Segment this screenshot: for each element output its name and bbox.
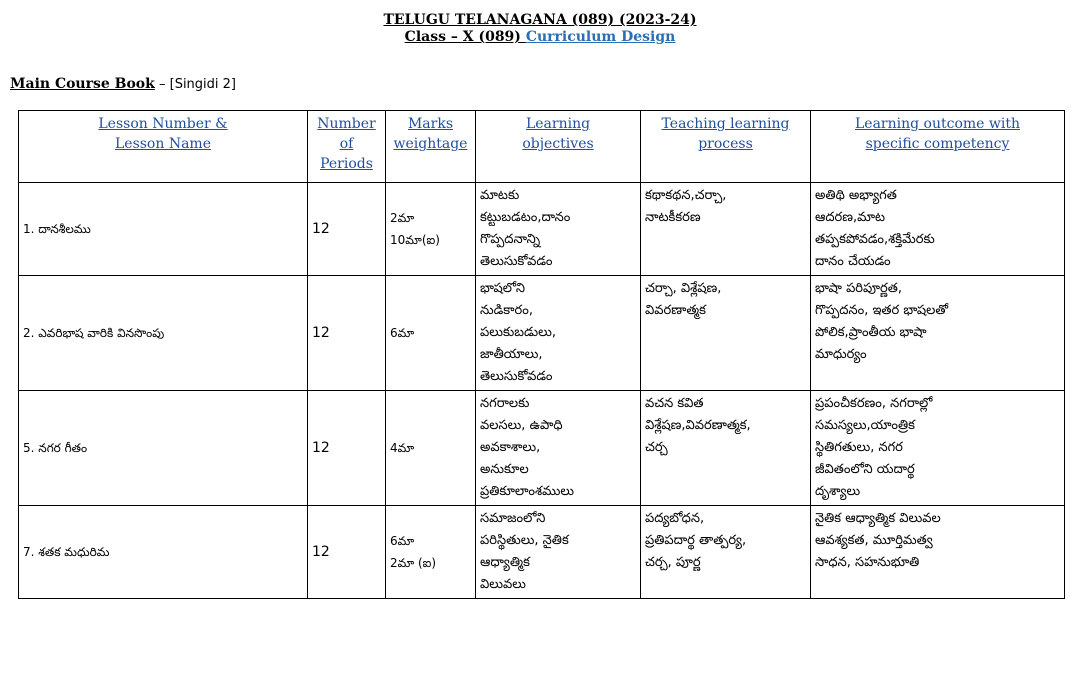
header-lesson-name: Lesson Number & Lesson Name (19, 111, 308, 183)
outcome-cell: నైతిక ఆధ్యాత్మిక విలువల ఆవశ్యకత, మూర్తిమత్వ సాధన, సహనుభూతి (811, 506, 1065, 599)
header-marks: Marks weightage (386, 111, 476, 183)
outcome-cell: భాషా పరిపూర్ణత, గొప్పదనం, ఇతర భాషలతో పోలిక,ప్రాంతీయ భాషా మాధుర్యం (811, 276, 1065, 391)
objectives-cell: సమాజంలోని పరిస్థితులు, నైతిక ఆధ్యాత్మిక విలువలు (476, 506, 641, 599)
lesson-name-cell: 1. దానశీలము (19, 183, 308, 276)
table-row (19, 276, 1065, 391)
table-row (19, 506, 1065, 599)
class-label: Class – X (089) (404, 29, 526, 45)
objectives-cell: భాషలోని నుడికారం, పలుకుబడులు, జాతీయాలు, తెలుసుకోవడం (476, 276, 641, 391)
marks-cell: 6మా (386, 276, 476, 391)
table-header (19, 111, 1065, 183)
process-cell: కథాకథన,చర్చా, నాటకీకరణ (641, 183, 811, 276)
table-row (19, 183, 1065, 276)
process-cell: చర్చా, విశ్లేషణ, వివరణాత్మక (641, 276, 811, 391)
lesson-name-cell: 2. ఎవరిభాష వారికి వినసొంపు (19, 276, 308, 391)
outcome-cell: ప్రపంచీకరణం, నగరాల్లో సమస్యలు,యాంత్రిక స్థితిగతులు, నగర జీవితంలోని యదార్థ దృశ్యాలు (811, 391, 1065, 506)
periods-cell: 12 (308, 276, 386, 391)
outcome-cell: అతిథి అభ్యాగత ఆదరణ,మాట తప్పకపోవడం,శక్తిమేరకు దానం చేయడం (811, 183, 1065, 276)
curriculum-table (18, 110, 1065, 599)
header-process: Teaching learning process (641, 111, 811, 183)
document-title (0, 12, 1080, 46)
course-book-label: Main Course Book (10, 76, 155, 92)
periods-cell: 12 (308, 183, 386, 276)
header-periods: Number of Periods (308, 111, 386, 183)
marks-cell: 6మా 2మా (ఐ) (386, 506, 476, 599)
lesson-name-cell: 5. నగర గీతం (19, 391, 308, 506)
marks-cell: 4మా (386, 391, 476, 506)
course-book-subtitle (10, 76, 236, 92)
header-outcome: Learning outcome with specific competency (811, 111, 1065, 183)
header-objectives: Learning objectives (476, 111, 641, 183)
marks-cell: 2మా 10మా(ఐ) (386, 183, 476, 276)
course-book-name: – [Singidi 2] (154, 77, 237, 92)
objectives-cell: మాటకు కట్టుబడటం,దానం గొప్పదనాన్ని తెలుసుకోవడం (476, 183, 641, 276)
table-row (19, 391, 1065, 506)
process-cell: వచన కవిత విశ్లేషణ,వివరణాత్మక, చర్చ (641, 391, 811, 506)
process-cell: పద్యబోధన, ప్రతిపదార్థ తాత్పర్య, చర్చ, పూర్ణ (641, 506, 811, 599)
header-row (19, 111, 1065, 183)
periods-cell: 12 (308, 391, 386, 506)
periods-cell: 12 (308, 506, 386, 599)
lesson-name-cell: 7. శతక మధురిమ (19, 506, 308, 599)
curriculum-design-link[interactable]: Curriculum Design (525, 29, 676, 45)
objectives-cell: నగరాలకు వలసలు, ఉపాధి అవకాశాలు, అనుకూల ప్రతికూలాంశములు (476, 391, 641, 506)
title-line-1: TELUGU TELANAGANA (089) (2023-24) (383, 12, 697, 28)
title-line-2 (0, 29, 1080, 46)
